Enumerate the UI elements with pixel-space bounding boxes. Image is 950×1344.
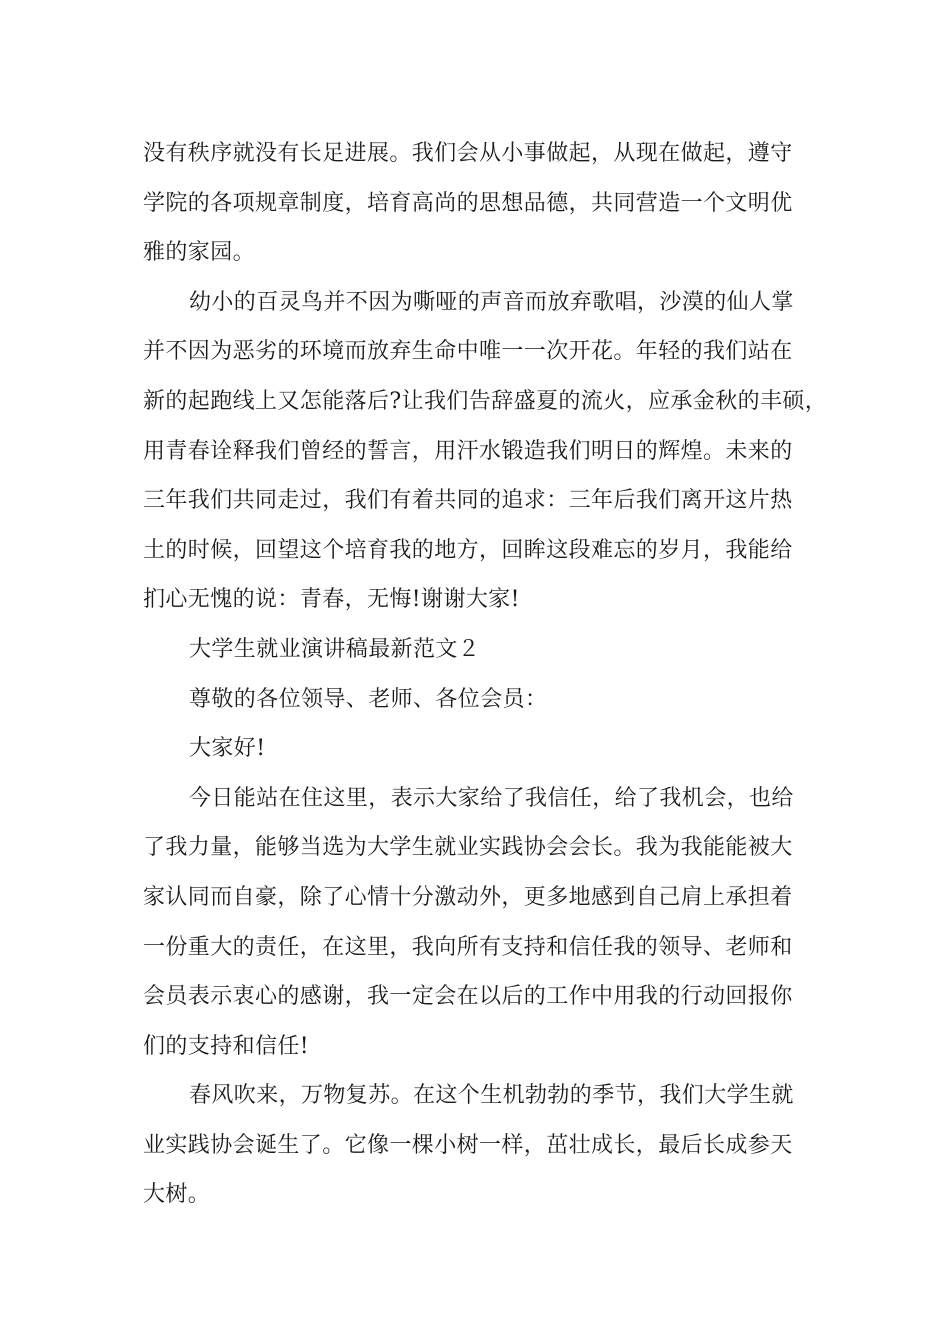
text-line: 了我力量，能够当选为大学生就业实践协会会长。我为我能能被大 [143, 835, 793, 861]
text-line: 今日能站在住这里，表示大家给了我信任，给了我机会，也给 [189, 785, 794, 811]
section-heading: 大学生就业演讲稿最新范文２ [189, 636, 481, 662]
text-line: 土的时候，回望这个培育我的地方，回眸这段难忘的岁月，我能给 [143, 537, 793, 563]
text-line: 业实践协会诞生了。它像一棵小树一样，茁壮成长，最后长成参天 [143, 1132, 793, 1158]
text-line: 们的支持和信任! [143, 1033, 310, 1059]
text-line: 没有秩序就没有长足进展。我们会从小事做起，从现在做起，遵守 [143, 141, 793, 166]
text-line: 扪心无愧的说：青春，无悔!谢谢大家! [143, 587, 520, 613]
text-line: 雅的家园。 [143, 240, 256, 266]
text-line: 新的起跑线上又怎能落后?让我们告辞盛夏的流火，应承金秋的丰硕， [143, 388, 828, 414]
salutation: 尊敬的各位领导、老师、各位会员： [189, 686, 548, 712]
text-line: 大树。 [143, 1182, 211, 1208]
text-line: 一份重大的责任，在这里，我向所有支持和信任我的领导、老师和 [143, 934, 793, 960]
text-line: 并不因为恶劣的环境而放弃生命中唯一一次开花。年轻的我们站在 [143, 339, 793, 365]
text-line: 春风吹来，万物复苏。在这个生机勃勃的季节，我们大学生就 [189, 1083, 794, 1109]
greeting: 大家好! [189, 736, 266, 762]
text-line: 三年我们共同走过，我们有着共同的追求：三年后我们离开这片热 [143, 488, 793, 514]
document-body [143, 129, 828, 1220]
text-line: 会员表示衷心的感谢，我一定会在以后的工作中用我的行动回报你 [143, 984, 793, 1010]
text-line: 幼小的百灵鸟并不因为嘶哑的声音而放弃歌唱，沙漠的仙人掌 [189, 289, 794, 315]
text-line: 学院的各项规章制度，培育高尚的思想品德，共同营造一个文明优 [143, 190, 793, 216]
text-line: 用青春诠释我们曾经的誓言，用汗水锻造我们明日的辉煌。未来的 [143, 438, 793, 464]
text-line: 家认同而自豪，除了心情十分激动外，更多地感到自己肩上承担着 [143, 884, 793, 910]
